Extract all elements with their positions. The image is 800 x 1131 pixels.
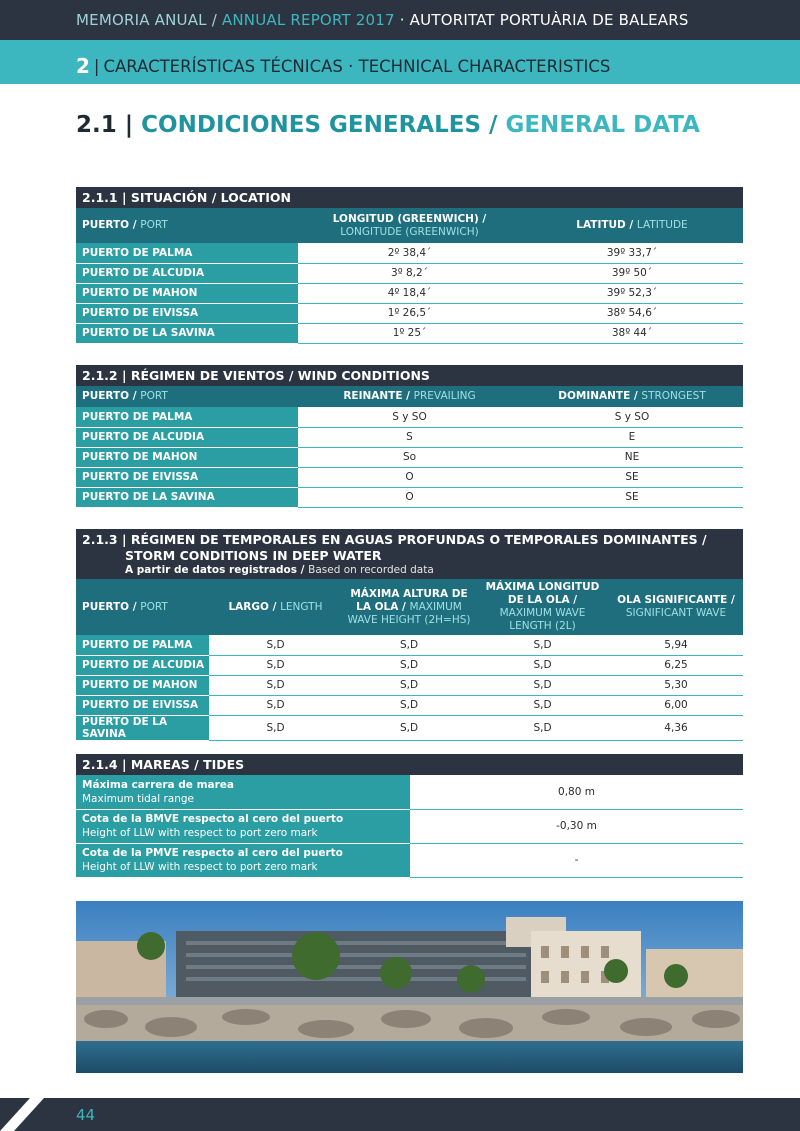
significant-wave-value: 6,25 xyxy=(609,655,743,675)
port-name: PUERTO DE MAHON xyxy=(76,283,298,303)
tide-label xyxy=(76,843,410,877)
table-row xyxy=(76,407,743,427)
page-title-en: GENERAL DATA xyxy=(505,112,700,138)
winds-heading: 2.1.2 | RÉGIMEN DE VIENTOS / WIND CONDITIONS xyxy=(76,365,743,386)
report-header-bar xyxy=(0,0,800,40)
col-longitude: LONGITUD (GREENWICH) / LONGITUDE (GREENWICH) xyxy=(298,208,521,243)
table-row xyxy=(76,427,743,447)
length-value: S,D xyxy=(209,635,342,655)
longitude-value: 3º 8,2´ xyxy=(298,263,521,283)
col-max-wave-height: MÁXIMA ALTURA DE LA OLA / MAXIMUM WAVE HEIGHT (2H=HS) xyxy=(342,579,476,635)
latitude-value: 39º 52,3´ xyxy=(521,283,743,303)
page-title-number: 2.1 | xyxy=(76,112,134,138)
page-number: 44 xyxy=(76,1106,96,1124)
location-table-block xyxy=(76,187,743,344)
table-row xyxy=(76,655,743,675)
table-row xyxy=(76,675,743,695)
significant-wave-value: 5,94 xyxy=(609,635,743,655)
port-name: PUERTO DE LA SAVINA xyxy=(76,487,298,507)
winds-table-block xyxy=(76,365,743,508)
tide-label-en: Height of LLW with respect to port zero mark xyxy=(82,827,318,839)
port-name: PUERTO DE MAHON xyxy=(76,447,298,467)
col-port: PUERTO / PORT xyxy=(76,208,298,243)
winds-header-row xyxy=(76,386,743,407)
strongest-wind-value: SE xyxy=(521,487,743,507)
section-number: 2 xyxy=(76,54,90,78)
port-name: PUERTO DE ALCUDIA xyxy=(76,263,298,283)
page-title-es: CONDICIONES GENERALES / xyxy=(141,112,498,138)
port-name: PUERTO DE EIVISSA xyxy=(76,695,209,715)
col-latitude: LATITUD / LATITUDE xyxy=(521,208,743,243)
storms-heading xyxy=(76,529,743,579)
table-row xyxy=(76,775,743,809)
latitude-value: 38º 54,6´ xyxy=(521,303,743,323)
tide-label-es: Cota de la BMVE respecto al cero del puerto xyxy=(82,813,344,825)
port-name: PUERTO DE MAHON xyxy=(76,675,209,695)
prevailing-wind-value: S xyxy=(298,427,521,447)
prevailing-wind-value: S y SO xyxy=(298,407,521,427)
max-wave-length-value: S,D xyxy=(476,635,609,655)
port-name: PUERTO DE EIVISSA xyxy=(76,303,298,323)
longitude-value: 4º 18,4´ xyxy=(298,283,521,303)
port-name: PUERTO DE PALMA xyxy=(76,243,298,263)
table-row xyxy=(76,715,743,740)
col-prevailing: REINANTE / PREVAILING xyxy=(298,386,521,407)
length-value: S,D xyxy=(209,655,342,675)
port-name: PUERTO DE LA SAVINA xyxy=(76,323,298,343)
col-max-wave-length: MÁXIMA LONGITUD DE LA OLA / MAXIMUM WAVE LENGTH (2L) xyxy=(476,579,609,635)
length-value: S,D xyxy=(209,695,342,715)
table-row xyxy=(76,303,743,323)
col-port: PUERTO / PORT xyxy=(76,386,298,407)
storms-table xyxy=(76,579,743,741)
max-wave-length-value: S,D xyxy=(476,675,609,695)
port-name: PUERTO DE LA SAVINA xyxy=(76,715,209,740)
port-name: PUERTO DE ALCUDIA xyxy=(76,655,209,675)
tide-label xyxy=(76,775,410,809)
storms-heading-line1: 2.1.3 | RÉGIMEN DE TEMPORALES EN AGUAS PROFUNDAS O TEMPORALES DOMINANTES / xyxy=(82,532,707,547)
port-name: PUERTO DE PALMA xyxy=(76,407,298,427)
table-row xyxy=(76,447,743,467)
header-part-3: · AUTORITAT PORTUÀRIA DE BALEARS xyxy=(394,11,689,29)
col-port: PUERTO / PORT xyxy=(76,579,209,635)
table-row xyxy=(76,467,743,487)
prevailing-wind-value: O xyxy=(298,487,521,507)
latitude-value: 38º 44´ xyxy=(521,323,743,343)
col-length: LARGO / LENGTH xyxy=(209,579,342,635)
table-row xyxy=(76,283,743,303)
tide-value: - xyxy=(410,843,743,877)
port-name: PUERTO DE EIVISSA xyxy=(76,467,298,487)
section-title xyxy=(76,53,610,77)
storms-subheading: A partir de datos registrados / Based on recorded data xyxy=(125,564,434,576)
header-part-1: MEMORIA ANUAL / xyxy=(76,11,222,29)
longitude-value: 1º 26,5´ xyxy=(298,303,521,323)
section-title-en: · TECHNICAL CHARACTERISTICS xyxy=(348,57,611,76)
tide-label xyxy=(76,809,410,843)
table-row xyxy=(76,323,743,343)
storms-header-row xyxy=(76,579,743,635)
col-significant-wave: OLA SIGNIFICANTE / SIGNIFICANT WAVE xyxy=(609,579,743,635)
longitude-value: 2º 38,4´ xyxy=(298,243,521,263)
tide-label-en: Height of LLW with respect to port zero mark xyxy=(82,861,318,873)
max-wave-height-value: S,D xyxy=(342,675,476,695)
significant-wave-value: 6,00 xyxy=(609,695,743,715)
page-title xyxy=(76,112,700,138)
header-part-2: ANNUAL REPORT 2017 xyxy=(221,11,395,29)
tide-value: -0,30 m xyxy=(410,809,743,843)
tides-table xyxy=(76,775,743,878)
latitude-value: 39º 33,7´ xyxy=(521,243,743,263)
significant-wave-value: 5,30 xyxy=(609,675,743,695)
length-value: S,D xyxy=(209,675,342,695)
significant-wave-value: 4,36 xyxy=(609,715,743,740)
latitude-value: 39º 50´ xyxy=(521,263,743,283)
length-value: S,D xyxy=(209,715,342,740)
section-separator: | xyxy=(93,57,100,76)
max-wave-height-value: S,D xyxy=(342,695,476,715)
tides-table-block xyxy=(76,754,743,878)
max-wave-length-value: S,D xyxy=(476,655,609,675)
table-row xyxy=(76,843,743,877)
tide-label-es: Máxima carrera de marea xyxy=(82,778,234,791)
max-wave-length-value: S,D xyxy=(476,715,609,740)
report-header-text xyxy=(76,11,689,29)
storms-heading-line2: STORM CONDITIONS IN DEEP WATER xyxy=(125,548,382,563)
location-header-row xyxy=(76,208,743,243)
table-row xyxy=(76,487,743,507)
harbour-photo xyxy=(76,901,743,1073)
prevailing-wind-value: O xyxy=(298,467,521,487)
max-wave-height-value: S,D xyxy=(342,635,476,655)
tide-label-es: Cota de la PMVE respecto al cero del puerto xyxy=(82,847,343,859)
winds-table xyxy=(76,386,743,508)
table-row xyxy=(76,635,743,655)
port-name: PUERTO DE ALCUDIA xyxy=(76,427,298,447)
page-footer xyxy=(0,1098,800,1131)
section-bar xyxy=(0,40,800,84)
max-wave-length-value: S,D xyxy=(476,695,609,715)
max-wave-height-value: S,D xyxy=(342,655,476,675)
prevailing-wind-value: So xyxy=(298,447,521,467)
col-strongest: DOMINANTE / STRONGEST xyxy=(521,386,743,407)
table-row xyxy=(76,809,743,843)
strongest-wind-value: SE xyxy=(521,467,743,487)
location-table xyxy=(76,208,743,344)
max-wave-height-value: S,D xyxy=(342,715,476,740)
footer-stripe-decoration xyxy=(0,1098,60,1131)
strongest-wind-value: S y SO xyxy=(521,407,743,427)
longitude-value: 1º 25´ xyxy=(298,323,521,343)
table-row xyxy=(76,695,743,715)
port-name: PUERTO DE PALMA xyxy=(76,635,209,655)
storms-table-block xyxy=(76,529,743,741)
tide-label-en: Maximum tidal range xyxy=(82,792,194,805)
table-row xyxy=(76,243,743,263)
section-title-es: CARACTERÍSTICAS TÉCNICAS xyxy=(103,57,343,76)
tides-heading: 2.1.4 | MAREAS / TIDES xyxy=(76,754,743,775)
strongest-wind-value: E xyxy=(521,427,743,447)
table-row xyxy=(76,263,743,283)
location-heading: 2.1.1 | SITUACIÓN / LOCATION xyxy=(76,187,743,208)
strongest-wind-value: NE xyxy=(521,447,743,467)
tide-value: 0,80 m xyxy=(410,775,743,809)
